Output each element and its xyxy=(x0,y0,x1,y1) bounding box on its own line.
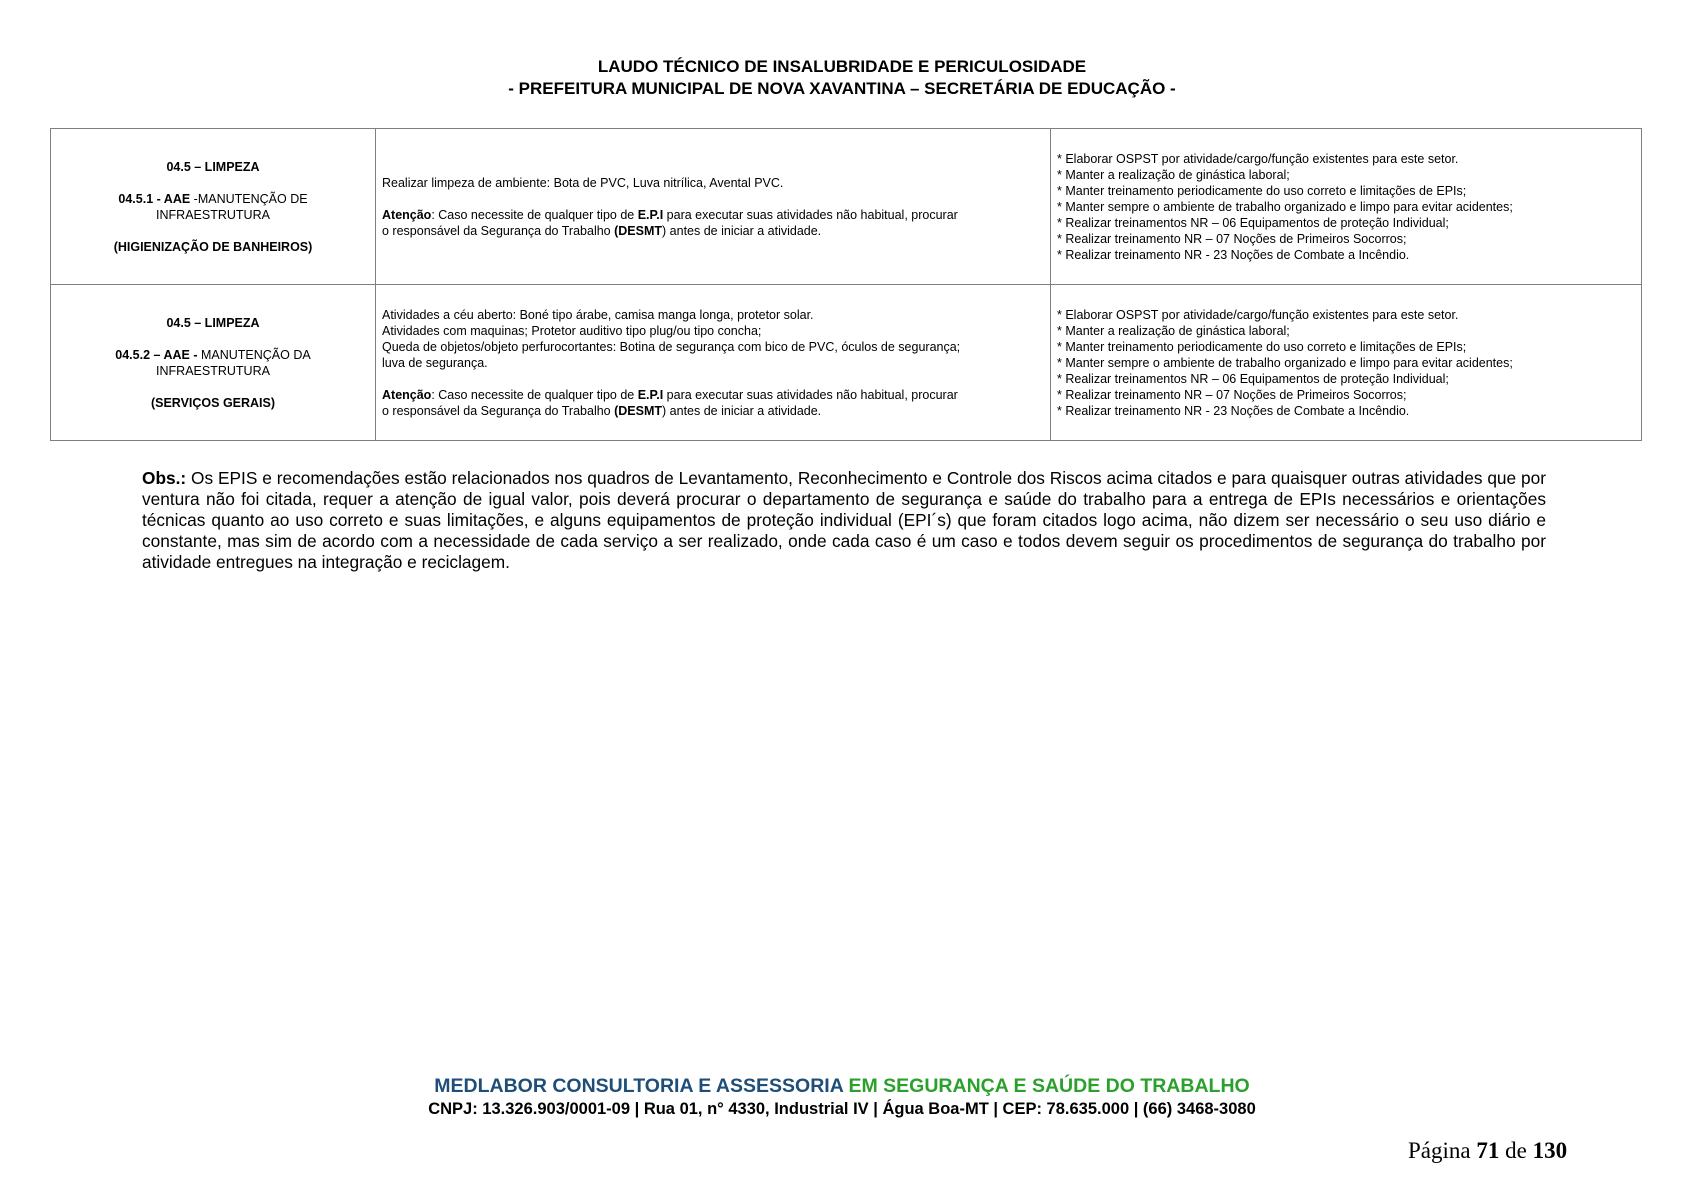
function-cell xyxy=(51,285,376,441)
recommendation-item: * Elaborar OSPST por atividade/cargo/função existentes para este setor. xyxy=(1057,151,1459,166)
epi-line: Queda de objetos/objeto perfurocortantes: Botina de segurança com bico de PVC, óculos de segurança; xyxy=(382,339,961,354)
section-title: 04.5 – LIMPEZA xyxy=(166,159,260,174)
page-footer xyxy=(0,1074,1684,1120)
document-title: LAUDO TÉCNICO DE INSALUBRIDADE E PERICULOSIDADE xyxy=(597,57,1087,76)
recommendation-item: * Manter treinamento periodicamente do uso correto e limitações de EPIs; xyxy=(1057,183,1467,198)
attention-note: Atenção: Caso necessite de qualquer tipo de E.P.I para executar suas atividades não habitual, procurar xyxy=(382,207,958,222)
section-title: 04.5 – LIMPEZA xyxy=(166,315,260,330)
company-name: MEDLABOR CONSULTORIA E ASSESSORIA EM SEGURANÇA E SAÚDE DO TRABALHO xyxy=(434,1075,1250,1097)
function-subtitle: (SERVIÇOS GERAIS) xyxy=(150,395,276,410)
recommendations-cell xyxy=(1051,129,1642,285)
recommendation-item: * Realizar treinamentos NR – 06 Equipamentos de proteção Individual; xyxy=(1057,215,1449,230)
epi-cell xyxy=(376,129,1051,285)
recommendation-item: * Realizar treinamento NR - 23 Noções de Combate a Incêndio. xyxy=(1057,247,1410,262)
epi-line: Atividades a céu aberto: Boné tipo árabe, camisa manga longa, protetor solar. xyxy=(382,307,814,322)
epi-cell xyxy=(376,285,1051,441)
epi-line: Realizar limpeza de ambiente: Bota de PVC, Luva nitrílica, Avental PVC. xyxy=(382,175,784,190)
function-name: 04.5.1 - AAE -MANUTENÇÃO DE xyxy=(118,191,308,206)
page-number: Página 71 de 130 xyxy=(1408,1138,1568,1163)
recommendation-item: * Manter sempre o ambiente de trabalho organizado e limpo para evitar acidentes; xyxy=(1057,355,1513,370)
recommendation-item: * Realizar treinamento NR – 07 Noções de Primeiros Socorros; xyxy=(1057,387,1407,402)
recommendation-item: * Manter treinamento periodicamente do uso correto e limitações de EPIs; xyxy=(1057,339,1467,354)
recommendation-item: * Realizar treinamentos NR – 06 Equipamentos de proteção Individual; xyxy=(1057,371,1449,386)
recommendation-item: * Realizar treinamento NR - 23 Noções de Combate a Incêndio. xyxy=(1057,403,1410,418)
document-header xyxy=(0,56,1684,100)
recommendation-item: * Manter sempre o ambiente de trabalho organizado e limpo para evitar acidentes; xyxy=(1057,199,1513,214)
company-address: CNPJ: 13.326.903/0001-09 | Rua 01, n° 4330, Industrial IV | Água Boa-MT | CEP: 78.635.000 | (66) 3468-3080 xyxy=(428,1100,1256,1118)
epi-line: luva de segurança. xyxy=(382,355,488,370)
table-row xyxy=(51,285,1642,441)
attention-note-cont: o responsável da Segurança do Trabalho (DESMT) antes de iniciar a atividade. xyxy=(382,223,822,238)
table-row xyxy=(51,129,1642,285)
function-name: 04.5.2 – AAE - MANUTENÇÃO DA xyxy=(115,347,311,362)
recommendation-item: * Manter a realização de ginástica laboral; xyxy=(1057,323,1290,338)
observation-text: Os EPIS e recomendações estão relacionados nos quadros de Levantamento, Reconhecimento e Controle dos Riscos acima citados e para quaisquer outras atividades que por ventura não foi citada, requer a atenção de igual valor, pois deverá procurar o departamento de segurança e saúde do trabalho para a entrega de EPIs necessários e orientações técnicas quanto ao uso correto e suas limitações, e alguns equipamentos de proteção individual (EPI´s) que foram citados logo acima, não dizem ser necessário o seu uso diário e constante, mas sim de acordo com a necessidade de cada serviço a ser realizado, onde cada caso é um caso e todos devem seguir os procedimentos de segurança do trabalho por atividade entregues na integração e reciclagem. xyxy=(142,468,1546,572)
recommendations-cell xyxy=(1051,285,1642,441)
observation-label: Obs.: xyxy=(142,468,187,488)
function-subtitle: (HIGIENIZAÇÃO DE BANHEIROS) xyxy=(113,239,313,254)
document-subtitle: - PREFEITURA MUNICIPAL DE NOVA XAVANTINA – SECRETÁRIA DE EDUCAÇÃO - xyxy=(508,79,1176,98)
recommendation-item: * Realizar treinamento NR – 07 Noções de Primeiros Socorros; xyxy=(1057,231,1407,246)
function-name-cont: INFRAESTRUTURA xyxy=(156,207,270,222)
recommendation-item: * Elaborar OSPST por atividade/cargo/função existentes para este setor. xyxy=(1057,307,1459,322)
epi-recommendations-table xyxy=(50,128,1642,441)
recommendation-item: * Manter a realização de ginástica laboral; xyxy=(1057,167,1290,182)
epi-line: Atividades com maquinas; Protetor auditivo tipo plug/ou tipo concha; xyxy=(382,323,762,338)
function-cell xyxy=(51,129,376,285)
attention-note-cont: o responsável da Segurança do Trabalho (DESMT) antes de iniciar a atividade. xyxy=(382,403,822,418)
observation-paragraph xyxy=(142,468,1546,573)
attention-note: Atenção: Caso necessite de qualquer tipo de E.P.I para executar suas atividades não habitual, procurar xyxy=(382,387,958,402)
function-name-cont: INFRAESTRUTURA xyxy=(156,363,270,378)
